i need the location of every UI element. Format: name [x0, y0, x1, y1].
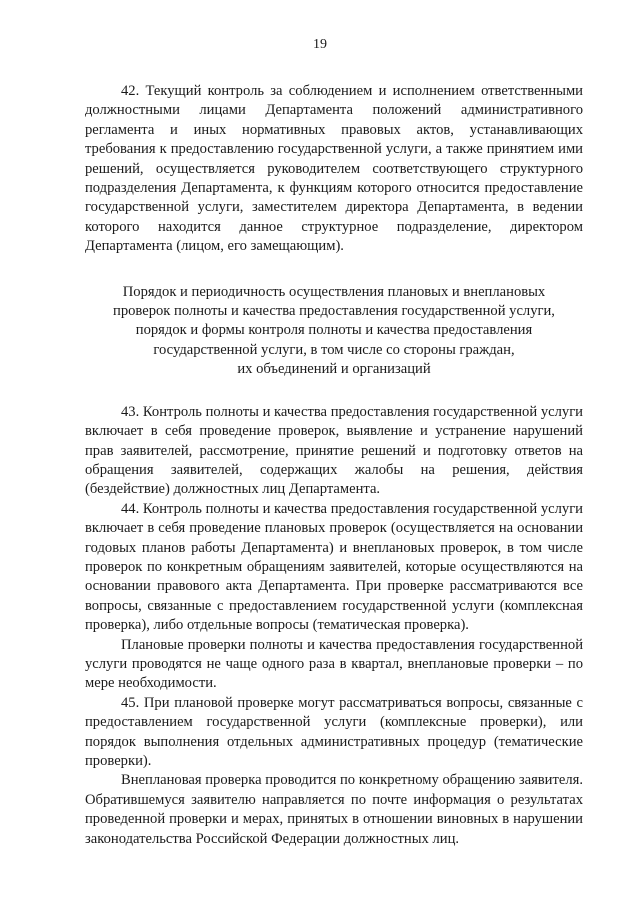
- section-heading-line: государственной услуги, в том числе со стороны граждан,: [153, 341, 515, 358]
- paragraph-42: 42. Текущий контроль за соблюдением и исполнением ответственными должностными лицами Департамента положений административного регламента и иных нормативных правовых актов, устанавливающих требования к предоставлению государственной услуги, а также принятием ими решений, осуществляется руководителем соответствующего структурного подразделения Департамента, к функциям которого относится предоставление государственной услуги, заместителем директора Департамента, в ведении которого находится данное структурное подразделение, директором Департамента (лицом, его замещающим).: [85, 83, 583, 255]
- section-heading-line: их объединений и организаций: [237, 361, 431, 378]
- paragraph-44: 44. Контроль полноты и качества предоставления государственной услуги включает в себя проведение плановых проверок (осуществляется на основании годовых планов работы Департамента) и внеплановых проверок, в том числе проверок по конкретным обращениям заявителей, которые осуществляются на основании правового акта Департамента. При проверке рассматриваются все вопросы, связанные с предоставлением государственной услуги (комплексная проверка), либо отдельные вопросы (тематическая проверка).: [85, 500, 583, 634]
- section-heading-line: порядок и формы контроля полноты и качества предоставления: [135, 322, 533, 339]
- section-heading-line: Порядок и периодичность осуществления плановых и внеплановых: [122, 283, 546, 300]
- section-heading: [85, 283, 583, 380]
- page-number: 19: [313, 37, 327, 52]
- paragraph-43: 43. Контроль полноты и качества предоставления государственной услуги включает в себя проведение проверок, выявление и устранение нарушений прав заявителей, рассмотрение, принятие решений и подготовку ответов на обращения заявителей, содержащих жалобы на решения, действия (бездействие) должностных лиц Департамента.: [85, 403, 583, 498]
- document-body: [85, 82, 583, 849]
- paragraph-45: 45. При плановой проверке могут рассматриваться вопросы, связанные с предоставлением государственной услуги (комплексные проверки), или порядок выполнения отдельных административных процедур (тематические проверки).: [85, 694, 583, 769]
- paragraph-unplanned-check: Внеплановая проверка проводится по конкретному обращению заявителя. Обратившемуся заявителю направляется по почте информация о результатах проведенной проверки и мерах, принятых в отношении виновных в нарушении законодательства Российской Федерации должностных лиц.: [85, 772, 583, 847]
- section-heading-line: проверок полноты и качества предоставления государственной услуги,: [113, 303, 555, 320]
- paragraph-planned-checks: Плановые проверки полноты и качества предоставления государственной услуги проводятся не чаще одного раза в квартал, внеплановые проверки – по мере необходимости.: [85, 636, 583, 692]
